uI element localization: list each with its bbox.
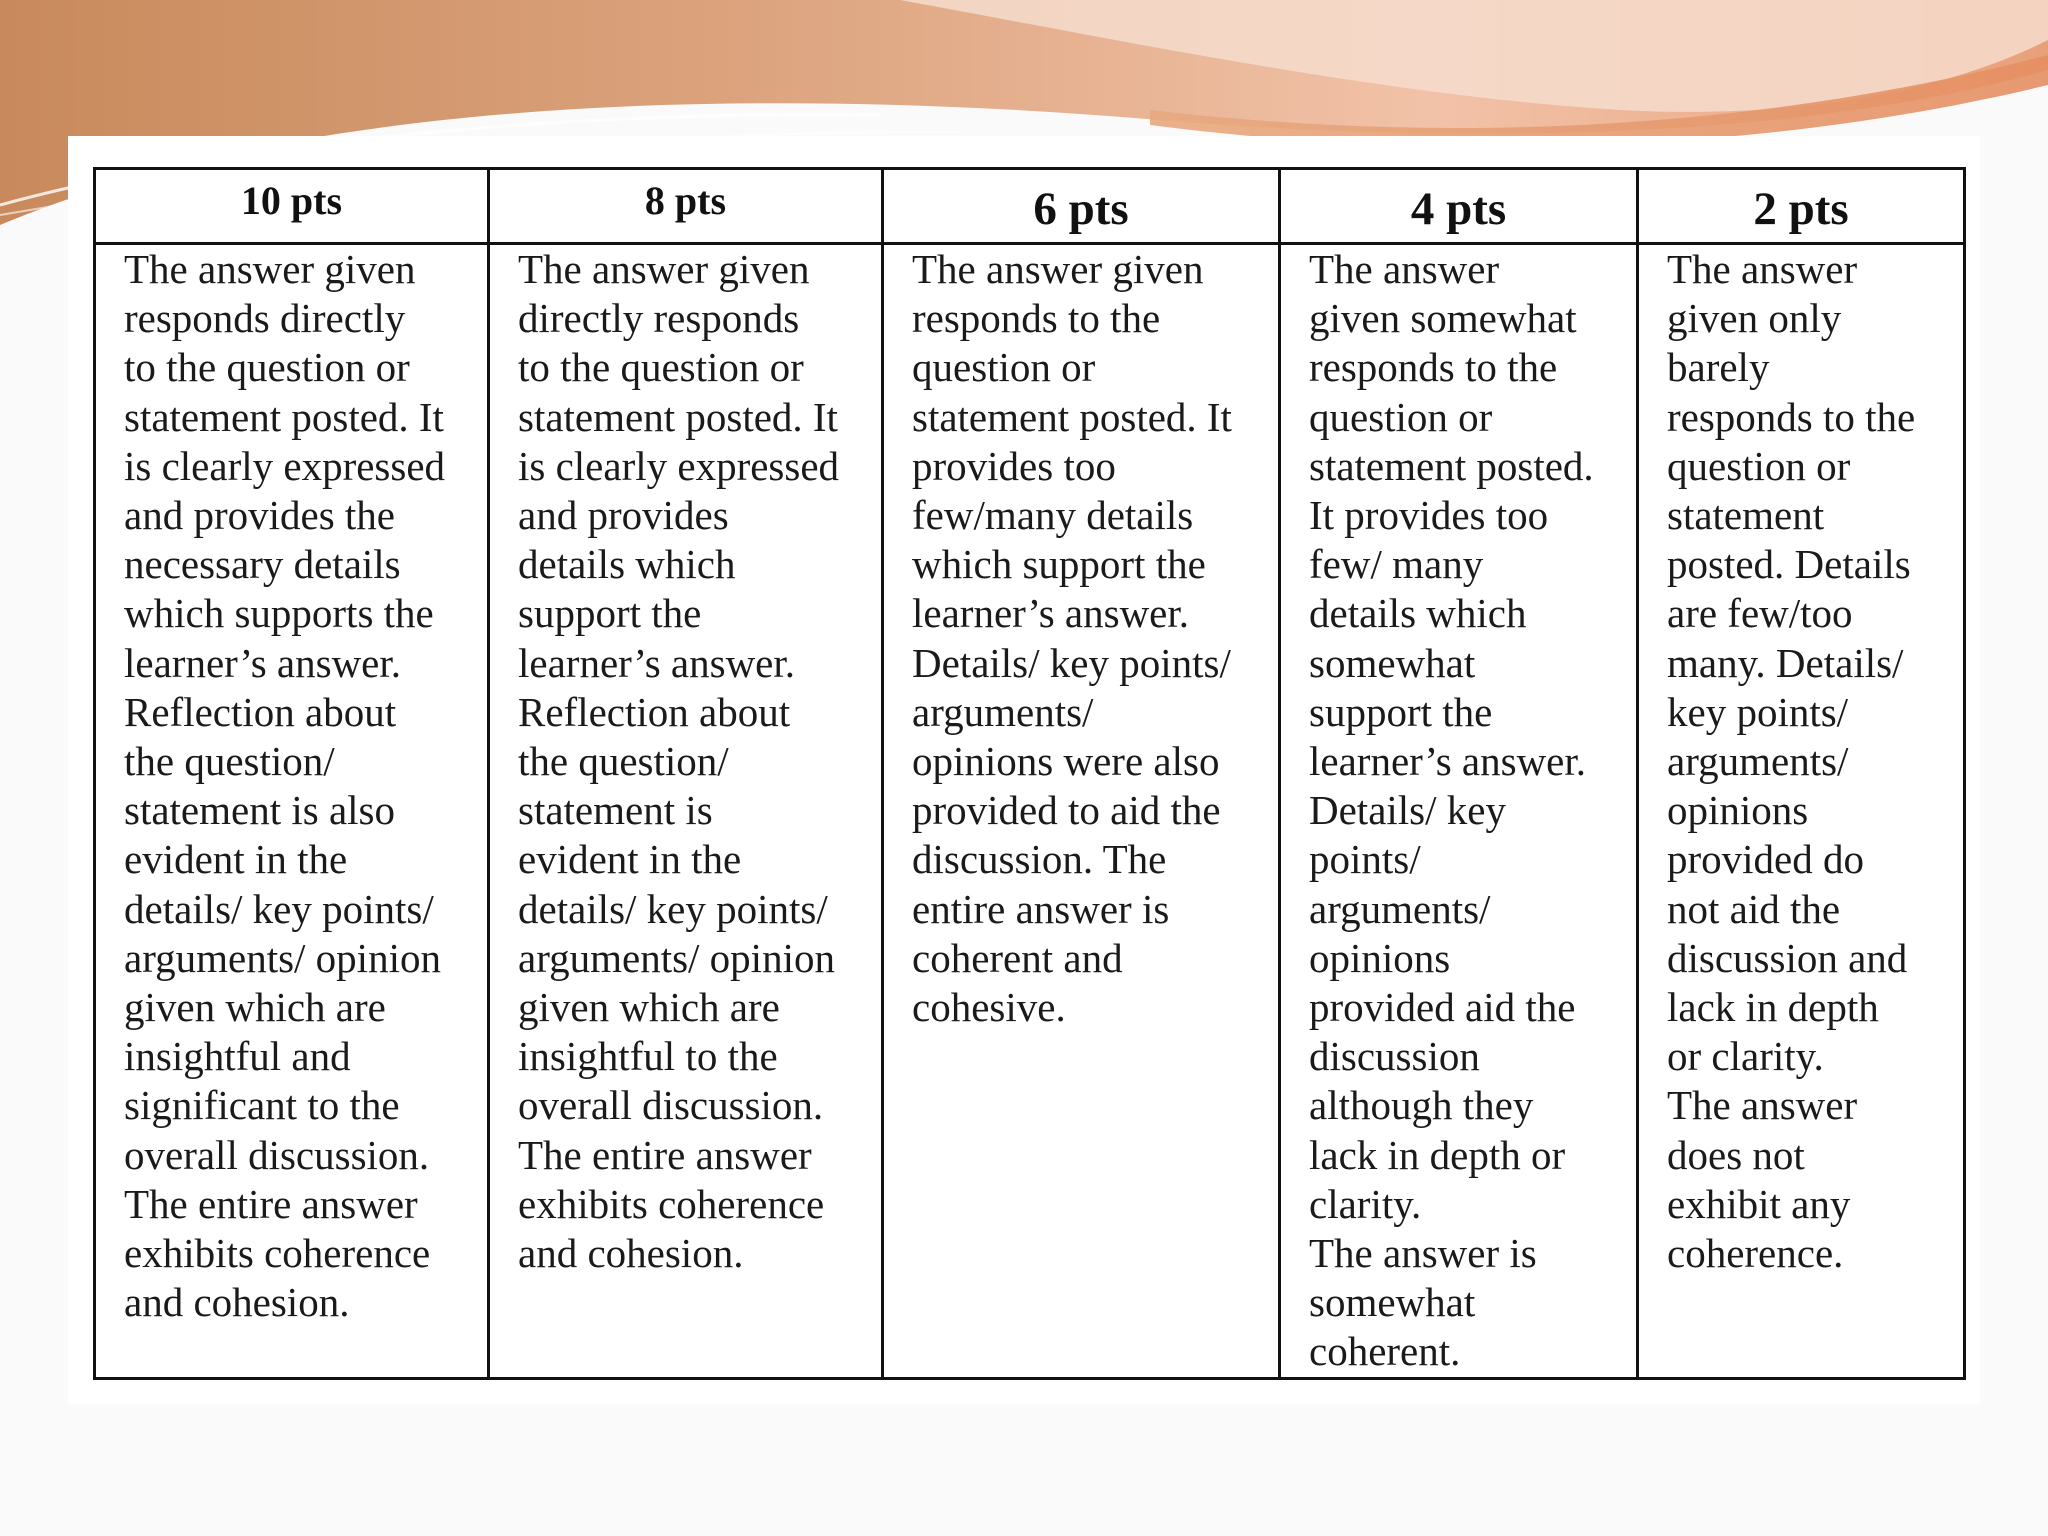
rubric-header-10-pts: 10 pts (95, 169, 489, 244)
rubric-description-2-pts: The answer given only barely responds to the question or statement posted. Details are few/too many. Details/ key points/ arguments/ opinions provided do not aid the discussion and lack in depth or clarity. The answer does not exhibit any coherence. (1638, 244, 1965, 1379)
rubric-description-row (95, 244, 1965, 1379)
rubric-header-2-pts: 2 pts (1638, 169, 1965, 244)
rubric-header-6-pts: 6 pts (883, 169, 1280, 244)
rubric-header-8-pts: 8 pts (489, 169, 883, 244)
rubric-header-row (95, 169, 1965, 244)
rubric-description-4-pts: The answer given somewhat responds to the question or statement posted. It provides too few/ many details which somewhat support the learner’s answer. Details/ key points/ arguments/ opinions provided aid the discussion although they lack in depth or clarity. The answer is somewhat coherent. (1280, 244, 1638, 1379)
rubric-description-8-pts: The answer given directly responds to the question or statement posted. It is clearly expressed and provides details which support the learner’s answer. Reflection about the question/ statement is evident in the details/ key points/ arguments/ opinion given which are insightful to the overall discussion. The entire answer exhibits coherence and cohesion. (489, 244, 883, 1379)
rubric-table (93, 167, 1966, 1380)
rubric-description-10-pts: The answer given responds directly to the question or statement posted. It is clearly expressed and provides the necessary details which supports the learner’s answer. Reflection about the question/ statement is also evident in the details/ key points/ arguments/ opinion given which are insightful and significant to the overall discussion. The entire answer exhibits coherence and cohesion. (95, 244, 489, 1379)
rubric-header-4-pts: 4 pts (1280, 169, 1638, 244)
rubric-description-6-pts: The answer given responds to the question or statement posted. It provides too few/many details which support the learner’s answer. Details/ key points/ arguments/ opinions were also provided to aid the discussion. The entire answer is coherent and cohesive. (883, 244, 1280, 1379)
